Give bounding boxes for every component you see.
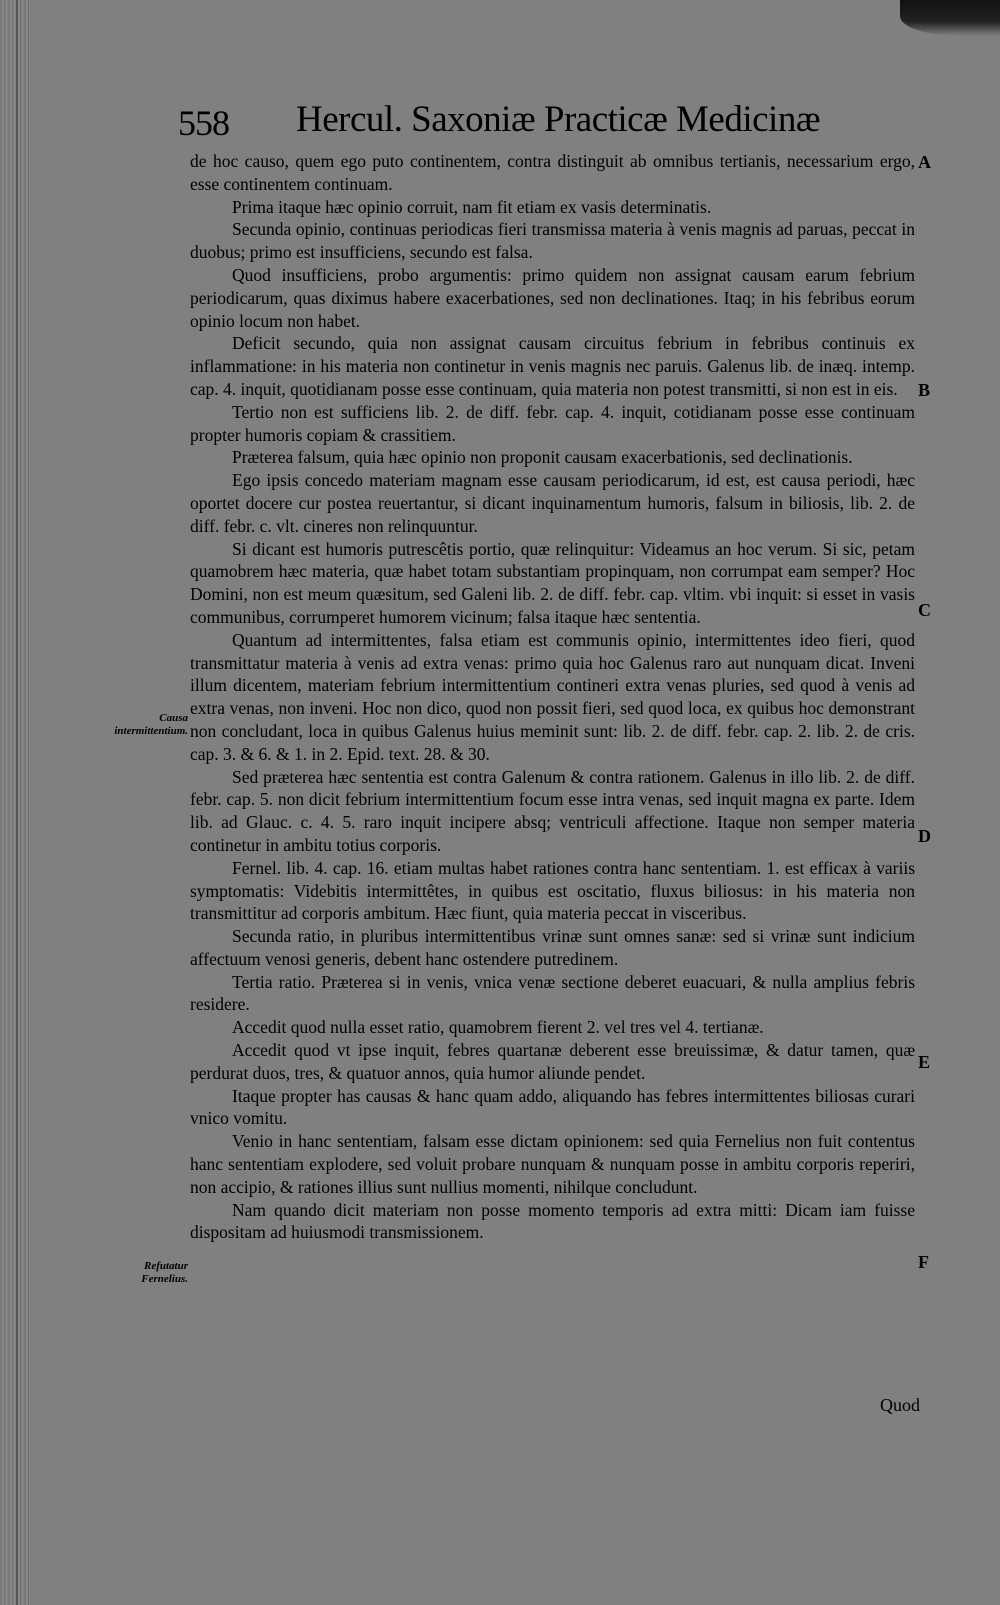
margin-letter-e: E: [918, 1052, 931, 1072]
paragraph: Præterea falsum, quia hæc opinio non proponit causam exacerbationis, sed declinationis.: [232, 447, 853, 468]
margin-letter-c: C: [918, 600, 931, 620]
paragraph: Si dicant est humoris putrescêtis portio, quæ relinquitur: Videamus an hoc verum. Si sic, petam quamobrem hæc materia, quæ habet totam substantiam propinquam, non corrumpat eam semper? Hoc Domini, non est meum quæsitum, sed Galeni lib. 2. de diff. febr. cap. vltim. vbi inquit: si esset in vasis communibus, corrumperet humorem vicinum; falsa itaque hæc sententia.: [190, 538, 915, 627]
paragraph: Accedit quod vt ipse inquit, febres quartanæ deberent esse breuissimæ, & datur tamen, quæ perdurat duos, tres, & quatuor annos, quia humor aliunde pendet.: [190, 1040, 915, 1083]
paragraph: Prima itaque hæc opinio corruit, nam fit etiam ex vasis determinatis.: [232, 196, 712, 217]
paragraph: Sed præterea hæc sententia est contra Galenum & contra rationem. Galenus in illo lib. 2. de diff. febr. cap. 5. non dicit febrium intermittentium focum esse intra venas, sed inquit magna ex parte. Idem lib. ad Glauc. c. 4. 5. raro inquit incipere absq; ventriculi affectione. Itaque non semper materia continetur in ambitu totius corporis.: [190, 766, 915, 855]
paragraph: Quantum ad intermittentes, falsa etiam est communis opinio, intermittentes ideo fieri, quod transmittatur materia à venis ad extra venas: primo quia hoc Galenus raro aut nunquam dicat. Inveni illum dicentem, materiam febrium intermittentium contineri extra venas pluries, sed quod à venis ad extra venas, non inveni. Hoc non dico, quod non possit fieri, sed quod loca, ex quibus hoc demonstrant non concludant, loca in quibus Galenus huius meminit sunt: lib. 2. de diff. febr. cap. 2. lib. 2. de cris. cap. 3. & 6. & 1. in 2. Epid. text. 28. & 30.: [190, 629, 915, 764]
paragraph: Itaque propter has causas & hanc quam addo, aliquando has febres intermittentes biliosas curari vnico vomitu.: [190, 1085, 915, 1129]
page-header: [178, 98, 878, 146]
paragraph: Quod insufficiens, probo argumentis: primo quidem non assignat causam earum febrium periodicarum, quas diximus habere exacerbationes, sed non declinationes. Itaq; in his febribus eorum opinio locum non habet.: [190, 264, 915, 331]
margin-letter-b: B: [918, 380, 931, 400]
margin-letter-a: A: [918, 152, 931, 172]
paragraph: Venio in hanc sententiam, falsam esse dictam opinionem: sed quia Fernelius non fuit contentus hanc sententiam explodere, sed voluit probare nunquam & nunquam posse in ambitu corporis reperiri, non accipio, & rationes illius sunt nullius momenti, nihilque concludunt.: [190, 1131, 915, 1197]
running-title: Hercul. Saxoniæ Practicæ Medicinæ: [296, 99, 821, 140]
body-text: [190, 150, 915, 1244]
paragraph: de hoc causo, quem ego puto continentem, contra distinguit ab omnibus tertianis, necessarium ergo, esse continentem continuam.: [190, 151, 915, 194]
margin-letter-f: F: [918, 1252, 929, 1272]
margin-note-causa: Causa intermittentium.: [114, 712, 188, 737]
paragraph: Secunda ratio, in pluribus intermittentibus vrinæ sunt omnes sanæ: sed si vrinæ sunt indicium affectuum venosi generis, debent hanc ostendere putredinem.: [190, 926, 915, 969]
paragraph: Deficit secundo, quia non assignat causam circuitus febrium in febribus continuis ex inflammatione: in his materia non continetur in venis magnis nec paruis. Galenus lib. de inæq. intemp. cap. 4. inquit, quotidianam posse esse continuam, quia materia non potest transmitti, si non est in eis.: [190, 333, 915, 399]
margin-note-refutatur: Refutatur Fernelius.: [141, 1260, 188, 1285]
catchword: Quod: [880, 1395, 920, 1415]
book-gutter: [0, 0, 30, 1605]
paragraph: Fernel. lib. 4. cap. 16. etiam multas habet rationes contra hanc sententiam. 1. est efficax à variis symptomatis: Videbitis intermittêtes, in quibus est oscitatio, fluxus biliosus: in his materia non transmittitur ad corporis ambitum. Hæc fiunt, quia materia peccat in visceribus.: [190, 857, 915, 924]
paragraph: Tertia ratio. Præterea si in venis, vnica venæ sectione deberet euacuari, & nulla amplius febris residere.: [190, 971, 915, 1015]
paragraph: Tertio non est sufficiens lib. 2. de diff. febr. cap. 4. inquit, cotidianam posse esse continuam propter humoris copiam & crassitiem.: [190, 401, 915, 445]
paragraph: Accedit quod nulla esset ratio, quamobrem fierent 2. vel tres vel 4. tertianæ.: [232, 1017, 764, 1038]
paragraph: Ego ipsis concedo materiam magnam esse causam periodicarum, id est, est causa periodi, hæc oportet docere cur postea reuertantur, si dicant inquinamentum humoris, falsum in biliosis, lib. 2. de diff. febr. c. vlt. cineres non relinquuntur.: [190, 470, 915, 536]
page-number: 558: [178, 103, 229, 143]
page-stain: [900, 0, 1000, 36]
paragraph: Nam quando dicit materiam non posse momento temporis ad extra mitti: Dicam iam fuisse dispositam ad huiusmodi transmissionem.: [190, 1199, 915, 1243]
margin-letter-d: D: [918, 826, 931, 846]
paragraph: Secunda opinio, continuas periodicas fieri transmissa materia à venis magnis ad paruas, peccat in duobus; primo est insufficiens, secundo est falsa.: [190, 219, 915, 263]
